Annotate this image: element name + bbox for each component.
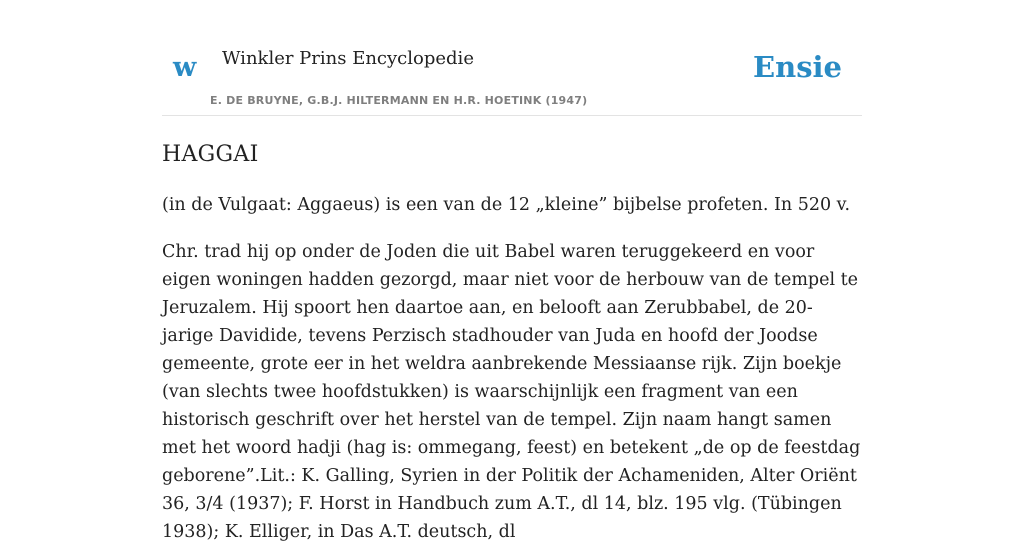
article-headword: HAGGAI	[162, 142, 259, 167]
winkler-prins-logo-icon[interactable]: w	[173, 52, 197, 83]
article-paragraph-1: (in de Vulgaat: Aggaeus) is een van de 12 „kleine” bijbelse profeten. In 520 v.	[162, 195, 851, 215]
ensie-logo-link[interactable]: Ensie	[753, 50, 842, 84]
encyclopedia-authors: E. DE BRUYNE, G.B.J. HILTERMANN EN H.R. HOETINK (1947)	[210, 94, 588, 107]
article-body	[162, 138, 864, 546]
site-header	[162, 40, 862, 116]
encyclopedia-title-link[interactable]: Winkler Prins Encyclopedie	[222, 48, 474, 69]
article-paragraph-2: Chr. trad hij op onder de Joden die uit Babel waren teruggekeerd en voor eigen woningen hadden gezorgd, maar niet voor de herbouw van de tempel te Jeruzalem. Hij spoort hen daartoe aan, en belooft aan Zerubbabel, de 20-jarige Davidide, tevens Perzisch stadhouder van Juda en hoofd der Joodse gemeente, grote eer in het weldra aanbrekende Messiaanse rijk. Zijn boekje (van slechts twee hoofdstukken) is waarschijnlijk een fragment van een historisch geschrift over het herstel van de tempel. Zijn naam hangt samen met het woord hadji (hag is: ommegang, feest) en betekent „de op de feestdag geborene”.Lit.: K. Galling, Syrien in der Politik der Achameniden, Alter Oriënt 36, 3/4 (1937); F. Horst in Handbuch zum A.T., dl 14, blz. 195 vlg. (Tübingen 1938); K. Elliger, in Das A.T. deutsch, dl	[162, 242, 861, 542]
